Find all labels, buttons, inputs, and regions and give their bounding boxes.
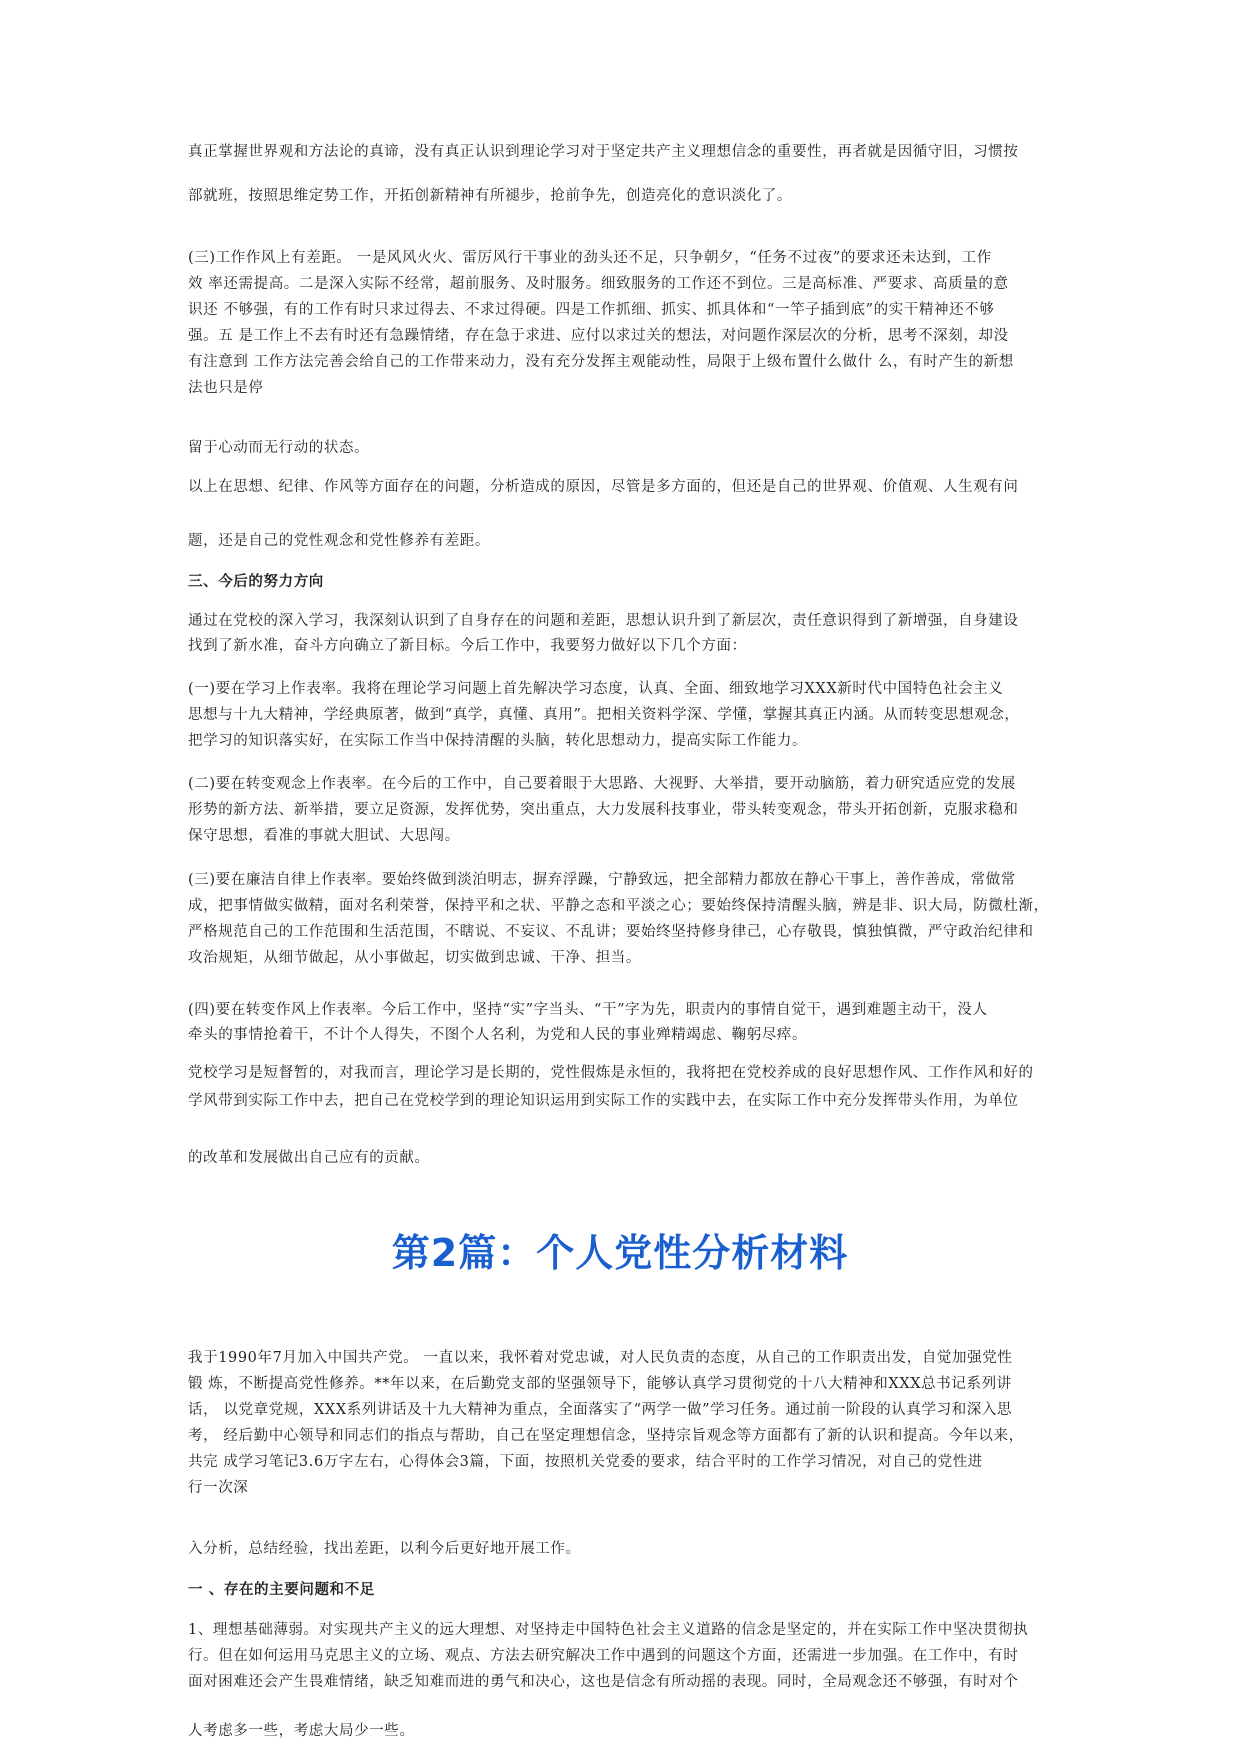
text-line: 学风带到实际工作中去，把自己在党校学到的理论知识运用到实际工作的实践中去，在实际工作中充分发挥带头作用，为单位 <box>188 1093 1019 1109</box>
paragraph <box>188 1059 1058 1115</box>
paragraph <box>188 182 1058 210</box>
text-line: (三)要在廉洁自律上作表率。要始终做到淡泊明志，摒弃浮躁，宁静致远，把全部精力都放在静心干事上，善作善成，常做常 <box>188 872 1016 888</box>
text-line: 党校学习是短督暂的，对我而言，理论学习是长期的，党性假炼是永恒的，我将把在党校养成的良好思想作风、工作作风和好的 <box>188 1065 1034 1081</box>
text-line: 1、理想基础薄弱。对实现共产主义的远大理想、对坚持走中国特色社会主义道路的信念是坚定的，并在实际工作中坚决贯彻执 <box>188 1622 1029 1638</box>
paragraph <box>188 1535 1058 1563</box>
paragraph <box>188 1617 1058 1695</box>
text-line: 考， 经后勤中心领导和同志们的指点与帮助，自己在坚定理想信念，坚持宗旨观念等方面都有了新的认识和提高。今年以来， <box>188 1428 1024 1444</box>
text-line: 成，把事情做实做精，面对名利荣誉，保持平和之状、平静之态和平淡之心；要始终保持清醒头脑，辨是非、识大局，防微杜渐， <box>188 898 1049 914</box>
text-line: 通过在党校的深入学习，我深刻认识到了自身存在的问题和差距，思想认识升到了新层次，责任意识得到了新增强，自身建设 <box>188 613 1019 629</box>
text-line: 我于1990年7月加入中国共产党。 一直以来，我怀着对党忠诚，对人民负责的态度，从自己的工作职责出发，自觉加强党性 <box>188 1350 1013 1366</box>
paragraph <box>188 867 1058 971</box>
paragraph <box>188 473 1058 501</box>
text-line: 锻 炼，不断提高党性修养。**年以来，在后勤党支部的坚强领导下，能够认真学习贯彻党的十八大精神和XXX总书记系列讲 <box>188 1376 1012 1392</box>
paragraph <box>188 1345 1058 1501</box>
text-line: 法也只是停 <box>188 380 264 396</box>
text-line: 人考虑多一些，考虑大局少一些。 <box>188 1723 415 1739</box>
text-line: 思想与十九大精神，学经典原著，做到“真学，真懂、真用”。把相关资料学深、学懂，掌握其真正内涵。从而转变思想观念， <box>188 707 1020 723</box>
heading-text: 三、今后的努力方向 <box>188 574 324 590</box>
text-line: (二)要在转变观念上作表率。在今后的工作中，自己要着眼于大思路、大视野、大举措，要开动脑筋，着力研究适应党的发展 <box>188 776 1016 792</box>
text-line: 留于心动而无行动的状态。 <box>188 440 370 456</box>
text-line: 严格规范自己的工作范围和生活范围，不瞎说、不妄议、不乱讲；要始终坚持修身律己，心存敬畏，慎独慎微，严守政治纪律和 <box>188 924 1034 940</box>
text-line: 题，还是自己的党性观念和党性修养有差距。 <box>188 533 490 549</box>
text-line: 把学习的知识落实好，在实际工作当中保持清醒的头脑，转化思想动力，提高实际工作能力。 <box>188 733 808 749</box>
paragraph <box>188 998 1058 1048</box>
text-line: 效 率还需提高。二是深入实际不经常，超前服务、及时服务。细致服务的工作还不到位。三是高标准、严要求、高质量的意 <box>188 276 1009 292</box>
text-line: 形势的新方法、新举措，要立足资源，发挥优势，突出重点，大力发展科技事业，带头转变观念，带头开拓创新，克服求稳和 <box>188 802 1019 818</box>
text-line: 以上在思想、纪律、作风等方面存在的问题，分析造成的原因，尽管是多方面的，但还是自己的世界观、价值观、人生观有问 <box>188 479 1019 495</box>
paragraph <box>188 1719 1058 1743</box>
paragraph <box>188 434 1058 462</box>
paragraph <box>188 138 1058 166</box>
text-line: 话， 以党章党规，XXX系列讲话及十九大精神为重点，全面落实了“两学一做”学习任务。通过前一阶段的认真学习和深入思 <box>188 1402 1013 1418</box>
text-line: 部就班，按照思维定势工作，开拓创新精神有所褪步，抢前争先，创造亮化的意识淡化了。 <box>188 188 792 204</box>
text-line: 的改革和发展做出自己应有的贡献。 <box>188 1150 430 1166</box>
paragraph <box>188 676 1058 754</box>
section-heading <box>188 568 1058 596</box>
text-line: 保守思想，看准的事就大胆试、大思闯。 <box>188 828 460 844</box>
text-line: 强。五 是工作上不去有时还有急躁情绪，存在急于求进、应付以求过关的想法，对问题作深层次的分析，思考不深刻，却没 <box>188 328 1009 344</box>
paragraph <box>188 609 1058 659</box>
text-line: 入分析，总结经验，找出差距，以利今后更好地开展工作。 <box>188 1541 581 1557</box>
text-line: 行。但在如何运用马克思主义的立场、观点、方法去研究解决工作中遇到的问题这个方面，还需进一步加强。在工作中，有时 <box>188 1648 1019 1664</box>
text-line: 牵头的事情抢着干，不计个人得失，不图个人名利，为党和人民的事业殚精竭虑、鞠躬尽瘁。 <box>188 1027 808 1043</box>
section-heading <box>188 1576 1058 1604</box>
paragraph <box>188 771 1058 849</box>
text-line: 有注意到 工作方法完善会给自己的工作带来动力，没有充分发挥主观能动性，局限于上级布置什么做什 么，有时产生的新想 <box>188 354 1014 370</box>
text-line: (一)要在学习上作表率。我将在理论学习问题上首先解决学习态度，认真、全面、细致地学习XXX新时代中国特色社会主义 <box>188 681 1004 697</box>
heading-text: 一 、存在的主要问题和不足 <box>188 1582 375 1598</box>
text-line: 找到了新水准，奋斗方向确立了新目标。今后工作中，我要努力做好以下几个方面： <box>188 638 747 654</box>
text-line: 共完 成学习笔记3.6万字左右，心得体会3篇，下面，按照机关党委的要求，结合平时的工作学习情况，对自己的党性进 <box>188 1454 983 1470</box>
text-line: (四)要在转变作风上作表率。今后工作中，坚持“实”字当头、“干”字为先，职责内的事情自觉干，遇到难题主动干，没人 <box>188 1002 988 1018</box>
paragraph <box>188 527 1058 555</box>
paragraph <box>188 1144 1058 1172</box>
article-title: 第2篇：个人党性分析材料 <box>391 1231 849 1275</box>
paragraph <box>188 245 1058 401</box>
text-line: 真正掌握世界观和方法论的真谛，没有真正认识到理论学习对于坚定共产主义理想信念的重要性，再者就是因循守旧，习惯按 <box>188 144 1019 160</box>
text-line: (三)工作作风上有差距。 一是风风火火、雷厉风行干事业的劲头还不足，只争朝夕，“任务不过夜”的要求还未达到，工作 <box>188 250 992 266</box>
text-line: 识还 不够强，有的工作有时只求过得去、不求过得硬。四是工作抓细、抓实、抓具体和“一竿子插到底”的实干精神还不够 <box>188 302 995 318</box>
text-line: 面对困难还会产生畏难情绪，缺乏知难而进的勇气和决心，这也是信念有所动摇的表现。同时，全局观念还不够强，有时对个 <box>188 1674 1019 1690</box>
text-line: 攻治规矩，从细节做起，从小事做起，切实做到忠诚、干净、担当。 <box>188 950 641 966</box>
text-line: 行一次深 <box>188 1480 249 1496</box>
